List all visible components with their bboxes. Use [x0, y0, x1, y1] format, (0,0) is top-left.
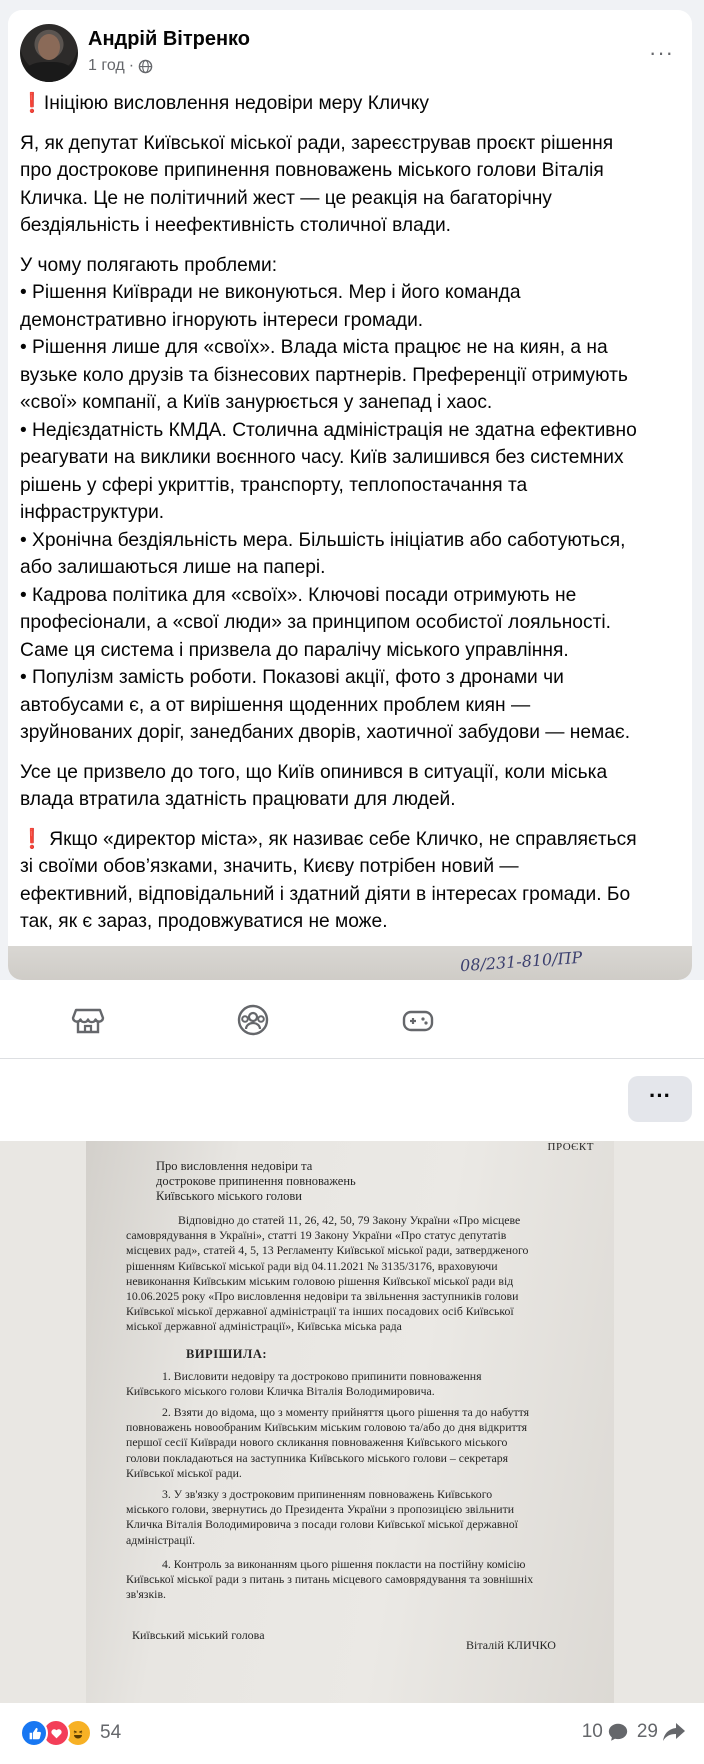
text-line: • Популізм замість роботи. Показові акції, фото з дронами чи — [20, 667, 564, 688]
document-preamble — [126, 1213, 586, 1335]
post-meta — [88, 57, 153, 75]
text-line: зі своїми обов’язками, значить, Києву потрібен новий — — [20, 856, 519, 877]
document-line: Київської міської державної адміністрації та інших посадових осіб Київської — [126, 1304, 514, 1319]
intro-paragraph — [20, 130, 686, 240]
exclamation-icon: ❗ — [20, 828, 44, 850]
document-decision-heading: ВИРІШИЛА: — [186, 1347, 268, 1361]
comment-count: 10 — [581, 1721, 603, 1742]
document-line: Кличка Віталія Володимировича з посади голови Київської міської державної — [126, 1517, 518, 1532]
bottom-nav-bar — [0, 980, 704, 1059]
text-line: зруйнованих доріг, занедбаних дворів, хаотичної забудови — немає. — [20, 722, 631, 743]
marketplace-icon[interactable] — [68, 1000, 108, 1040]
shares-stat[interactable] — [637, 1721, 686, 1743]
closing-first-line: Якщо «директор міста», як називає себе Кличко, не справляється — [43, 828, 637, 850]
author-avatar[interactable] — [20, 24, 78, 82]
author-name[interactable]: Андрій Вітренко — [88, 28, 251, 50]
post-text — [20, 90, 686, 948]
document-line: 4. Контроль за виконанням цього рішення покласти на постійну комісію — [162, 1557, 526, 1571]
document-line: самоврядування в Україні», статті 19 Закону України «Про статус депутатів — [126, 1228, 507, 1243]
text-line: вузьке коло друзів та бізнесових партнерів. Преференції отримують — [20, 364, 628, 386]
comments-stat[interactable] — [582, 1721, 629, 1743]
text-line: Кличка. Це не політичний жест — це реакція на багаторічну — [20, 187, 552, 209]
text-line: професіонали, а «свої люди» за принципом особистої лояльності. — [20, 612, 611, 633]
document-line: 1. Висловити недовіру та достроково припинити повноваження — [162, 1369, 482, 1383]
document-line: 2. Взяти до відома, що з моменту прийняття цього рішення та до набуття — [162, 1405, 530, 1419]
result-paragraph — [20, 759, 686, 814]
document-line: 3. У зв'язку з достроковим припиненням повноважень Київського — [162, 1487, 493, 1501]
text-line: • Кадрова політика для «своїх». Ключові посади отримують не — [20, 584, 577, 606]
document-line: зв'язків. — [126, 1587, 166, 1602]
document-line: рішенням Київської міської ради від 04.11.2021 № 3135/3176, враховуючи — [126, 1258, 498, 1273]
document-line: першої сесії Київради нового скликання повноваження Київського міського — [126, 1435, 508, 1450]
text-line: • Рішення Київради не виконуються. Мер і його команда — [20, 282, 521, 303]
engagement-stats — [582, 1721, 686, 1743]
text-line: • Хронічна бездіяльність мера. Більшість ініціатив або саботуються, — [20, 529, 626, 551]
reactions-summary[interactable] — [20, 1719, 121, 1747]
text-line: автобусами є, а от вирішення щоденних проблем киян — — [20, 694, 531, 716]
avatar-shoulders — [24, 62, 74, 82]
post-footer — [0, 1703, 704, 1764]
document-signature-name: Віталій КЛИЧКО — [466, 1638, 556, 1652]
document-line: повноважень новообраним Київським міським головою та/або до дня відкриття — [126, 1420, 528, 1435]
post-card — [8, 10, 692, 980]
document-line: Відповідно до статей 11, 26, 42, 50, 79 Закону України «Про місцеве — [178, 1213, 521, 1227]
exclamation-icon: ❗ — [20, 93, 44, 114]
document-item-3 — [126, 1487, 586, 1548]
post-time[interactable]: 1 год — [88, 57, 125, 74]
document-line: адміністрації. — [126, 1532, 196, 1547]
document-line: міського голови, звернутись до Президента України з пропозицією звільнити — [126, 1502, 515, 1517]
problems-paragraph — [20, 252, 686, 747]
like-reaction-icon — [20, 1719, 48, 1747]
document-line: Київської міської ради з питань з питань місцевого самоврядування та зовнішніх — [126, 1572, 534, 1587]
document-title-line: Про висловлення недовіри та — [156, 1159, 313, 1173]
handwritten-registration-number: 08/231-810/ПР — [459, 947, 583, 976]
text-line: реагувати на виклики воєнного часу. Київ залишився без системних — [20, 447, 624, 468]
document-title-line: Київського міського голови — [156, 1189, 302, 1203]
text-line: Усе це призвело до того, що Київ опинився в ситуації, коли міська — [20, 761, 608, 783]
document-signature-title: Київський міський голова — [132, 1628, 265, 1642]
document-item-2 — [126, 1405, 586, 1481]
headline-text: Ініціюю висловлення недовіри меру Кличку — [43, 93, 430, 114]
post-headline — [20, 90, 686, 118]
document-project-label: ПРОЄКТ — [547, 1141, 594, 1153]
avatar-face — [38, 34, 60, 60]
document-line: Київського міського голови Кличка Віталія Володимировича. — [126, 1384, 435, 1399]
document-line: міської державної адміністрації», Київська міська рада — [126, 1319, 402, 1334]
document-item-4 — [126, 1557, 586, 1603]
text-line: бездіяльність і неефективність столичної влади. — [20, 215, 451, 236]
document-sheet — [86, 1141, 614, 1703]
text-line: • Рішення лише для «своїх». Влада міста працює не на киян, а на — [20, 337, 608, 358]
more-options-button[interactable]: ··· — [628, 1076, 692, 1122]
share-count: 29 — [636, 1721, 658, 1742]
document-line: голови покладаються на заступника Київського міського голови – секретаря — [126, 1450, 509, 1465]
globe-icon — [138, 59, 153, 74]
text-line: «свої» компанії, а Київ занурюється у занепад і хаос. — [20, 392, 493, 413]
text-line: Саме ця система і призвела до паралічу міського управління. — [20, 639, 569, 661]
document-item-1 — [126, 1369, 586, 1399]
meta-separator: · — [128, 57, 135, 74]
text-line: або залишаються лише на папері. — [20, 557, 326, 578]
document-line: Київської міської ради. — [126, 1465, 242, 1480]
groups-icon[interactable] — [233, 1000, 273, 1040]
text-line: • Недієздатність КМДА. Столична адміністрація не здатна ефективно — [20, 419, 637, 441]
document-title-line: дострокове припинення повноважень — [156, 1174, 356, 1188]
text-line: так, як є зараз, продовжуватися не може. — [20, 911, 388, 932]
post-options-button[interactable]: ··· — [649, 40, 674, 65]
text-line: про дострокове припинення повноважень міського голови Віталія — [20, 160, 604, 181]
comment-icon — [607, 1721, 629, 1743]
post-header-overlay — [0, 1059, 704, 1141]
text-line: демонстративно ігнорують інтереси громади. — [20, 309, 424, 331]
document-line: невиконання Київським міським головою рішення Київської міської ради від — [126, 1273, 514, 1288]
share-icon — [662, 1721, 686, 1743]
document-line: місцевих рад», статей 4, 5, 13 Регламенту Київської міської ради, затвердженого — [126, 1243, 529, 1258]
text-line: влада втратила здатність працювати для людей. — [20, 789, 456, 810]
document-photo[interactable] — [0, 1141, 704, 1703]
text-line: інфраструктури. — [20, 502, 165, 523]
closing-paragraph — [20, 826, 686, 936]
text-line — [20, 826, 686, 854]
document-line: 10.06.2025 року «Про висловлення недовіри та звільнення заступників голови — [126, 1289, 519, 1304]
reaction-count: 54 — [100, 1722, 122, 1743]
text-line: ефективний, відповідальний і здатний діяти в інтересах громади. Бо — [20, 883, 631, 905]
text-line: Я, як депутат Київської міської ради, зареєстрував проєкт рішення — [20, 132, 614, 154]
post-image-preview[interactable] — [8, 946, 692, 980]
gaming-icon[interactable] — [398, 1000, 438, 1040]
document-title — [156, 1159, 356, 1204]
text-line: У чому полягають проблеми: — [20, 254, 278, 276]
text-line: рішень у сфері укриттів, транспорту, теплопостачання та — [20, 474, 528, 496]
